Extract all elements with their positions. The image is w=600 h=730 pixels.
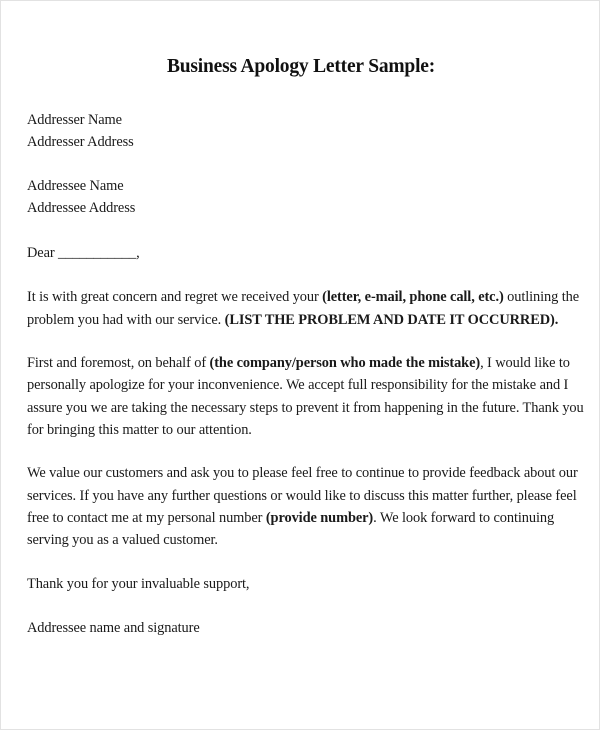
paragraph-3-line-4: serving you as a valued customer. (27, 532, 218, 548)
para1-placeholder-contact-method: (letter, e-mail, phone call, etc.) (322, 289, 504, 305)
paragraph-3-line-3 (27, 509, 554, 527)
para2-text-c: , I would like to (480, 355, 570, 371)
paragraph-2-line-1 (27, 354, 570, 372)
paragraph-1-line-1 (27, 288, 579, 306)
para3-text-c: . We look forward to continuing (373, 510, 555, 526)
addressee-name: Addressee Name (27, 178, 124, 194)
paragraph-3-line-2: services. If you have any further questions or would like to discuss this matter further, please feel (27, 488, 577, 504)
addresser-address: Addresser Address (27, 134, 134, 150)
addresser-name: Addresser Name (27, 112, 122, 128)
paragraph-1-line-2 (27, 311, 558, 329)
paragraph-3-line-1: We value our customers and ask you to please feel free to continue to provide feedback about our (27, 465, 578, 481)
para3-placeholder-number: (provide number) (265, 510, 374, 526)
paragraph-2-line-3: assure you we are taking the necessary steps to prevent it from happening in the future. Thank you (27, 400, 584, 416)
para2-text-a: First and foremost, on behalf of (27, 355, 210, 371)
para1-text-a: It is with great concern and regret we received your (27, 289, 323, 305)
para2-placeholder-company: (the company/person who made the mistake) (209, 355, 481, 371)
salutation: Dear ___________, (27, 245, 140, 261)
paragraph-2-line-4: for bringing this matter to our attention. (27, 422, 252, 438)
addressee-address: Addressee Address (27, 200, 136, 216)
para3-text-a: free to contact me at my personal number (27, 510, 266, 526)
closing: Thank you for your invaluable support, (27, 576, 250, 592)
para1-text-c: outlining the (503, 289, 580, 305)
signature: Addressee name and signature (27, 620, 200, 636)
page-title: Business Apology Letter Sample: (166, 56, 436, 77)
para1-text-d: problem you had with our service. (27, 312, 225, 328)
paragraph-2-line-2: personally apologize for your inconvenience. We accept full responsibility for the mistake and I (27, 377, 569, 393)
para1-placeholder-problem: (LIST THE PROBLEM AND DATE IT OCCURRED). (224, 312, 559, 328)
